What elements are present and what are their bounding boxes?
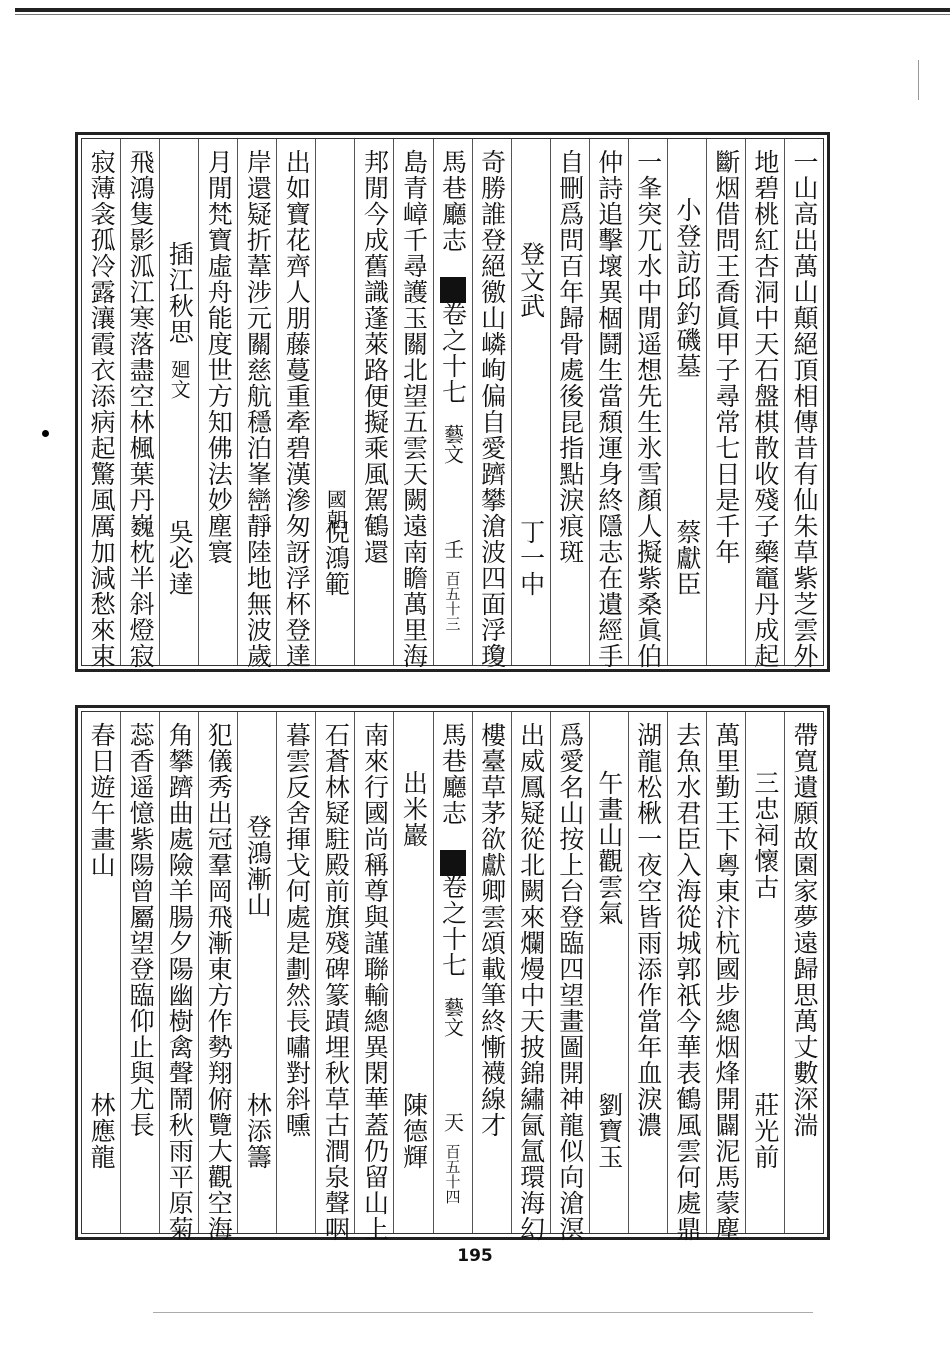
top-page-inner-border [81,138,824,669]
poem-title: 春日遊午畫山 [87,722,117,878]
poem-line: 邦閒今成舊識蓬萊路便擬乘風駕鶴還 [360,149,390,565]
poem-line: 暮雲反舍揮戈何處是劃然長嘯對斜曛 [282,722,312,1138]
poem-line: 蕊香遥憶紫陽曾屬望登臨仰止與尤長 [126,722,156,1138]
bottom-column [472,712,511,1233]
poem-line: 樓臺草茅欲獻卿雲頌載筆終慚襪線才 [477,722,507,1138]
poem-line: 去魚水君臣入海從城郭祇今華表鶴風雲何處鼎 [672,722,702,1242]
top-column [706,139,745,665]
bottom-column [120,712,159,1233]
poem-title: 登文武 [516,241,546,319]
poem-line: 自刪爲問百年歸骨處後昆指點淚痕斑 [555,149,585,565]
juan-number: 卷之十七 [438,301,468,405]
poem-title: 出米巖 [399,770,429,848]
poem-title: 登鴻漸山 [243,814,273,918]
top-column [472,139,511,669]
bottom-column [198,712,237,1242]
top-page-columns [82,139,823,669]
top-rule [15,8,950,12]
top-column [745,139,784,669]
juan-number: 卷之十七 [438,874,468,978]
bottom-page-frame [75,705,830,1240]
fish-tail-mark [440,850,466,876]
folio-mark: 天 [440,1112,465,1132]
fish-tail-mark [440,277,466,303]
top-column [315,139,354,665]
bottom-column [667,712,706,1242]
bottom-column [82,712,120,1233]
folio-mark: 壬 [440,539,465,559]
bottom-column [511,712,550,1242]
top-column [159,139,198,665]
top-column [667,139,706,665]
poem-line: 爲愛名山按上台登臨四望畫圖開神龍似向滄溟 [555,722,585,1242]
poem-line: 石蒼林疑駐殿前旗殘碑篆蹟埋秋草古澗泉聲咽 [321,722,351,1242]
bottom-column [550,712,589,1242]
author-name: 林應龍 [87,1092,117,1170]
top-column [550,139,589,665]
top-column [511,139,550,665]
poem-title: 插江秋思 [165,241,195,345]
poem-line: 湖龍松楸一夜空皆雨添作當年血淚濃 [633,722,663,1138]
bottom-column [628,712,667,1233]
top-column [433,139,472,665]
top-column [784,139,823,669]
bottom-column [745,712,784,1233]
author-name: 劉寶玉 [594,1092,624,1170]
bottom-column [276,712,315,1233]
bottom-column [393,712,432,1233]
poem-line: 萬里勤王下粵東汴杭國步總烟烽開闢泥馬蒙塵 [711,722,741,1242]
author-name: 莊光前 [750,1092,780,1170]
bottom-column [354,712,393,1242]
top-column [393,139,432,669]
top-column [354,139,393,665]
poem-line: 出威鳳疑從北闕來爛熳中天披錦繡氤氲環海幻 [516,722,546,1242]
poem-line: 仲詩追擊壞異棝鬪生當頹運身終隱志在遺經手 [594,149,624,669]
top-page-frame [75,132,830,672]
poem-line: 斷烟借問王喬眞甲子尋常七日是千年 [711,149,741,565]
author-name: 倪鴻範 [321,519,351,597]
poem-title: 三忠祠懷古 [750,770,780,900]
poem-line: 月閒梵寶虛舟能度世方知佛法妙塵寰 [204,149,234,565]
bottom-column [784,712,823,1233]
author-name: 吳必達 [165,519,195,597]
folio-number: 百五十四 [443,1144,462,1204]
poem-line: 島青嶂千尋護玉關北望五雲天闕遠南瞻萬里海 [399,149,429,669]
poem-line: 岸還疑折葦涉元關慈航穩泊峯巒靜陸地無波歲 [243,149,273,669]
author-name: 林添籌 [243,1092,273,1170]
poem-line: 角攀躋曲處險羊腸夕陽幽樹禽聲鬧秋雨平原菊 [165,722,195,1242]
top-column [276,139,315,669]
poem-title: 午畫山觀雲氣 [594,770,624,926]
bottom-page-inner-border [81,711,824,1242]
binding-hole-dot [42,430,49,437]
poem-line: 奇勝誰登絕徼山嶙峋偏自愛躋攀滄波四面浮瓊 [477,149,507,669]
author-name: 陳德輝 [399,1092,429,1170]
top-column [198,139,237,665]
bottom-column [706,712,745,1242]
bottom-column [315,712,354,1242]
page-number: 195 [457,1246,493,1266]
poem-title: 小登訪邱釣磯墓 [672,197,702,379]
poem-line: 一山高出萬山顛絕頂相傳昔有仙朱草紫芝雲外 [789,149,819,669]
running-title: 馬巷廳志 [438,149,468,253]
bottom-column [589,712,628,1233]
poem-line: 飛鴻隻影泒江寒落盡空林楓葉丹巍枕半斜燈寂 [126,149,156,669]
margin-mark [918,60,919,100]
bottom-column [237,712,276,1233]
poem-line: 犯儀秀出冠羣岡飛漸東方作勢翔俯覽大觀空海 [204,722,234,1242]
top-column [237,139,276,669]
top-column [82,139,120,669]
top-column [628,139,667,669]
poem-line: 帶寬遺願故園家夢遠歸思萬丈數深湍 [789,722,819,1138]
section-label: 藝文 [440,997,465,1037]
author-name: 丁一中 [516,519,546,597]
folio-number: 百五十三 [443,571,462,631]
poem-line: 出如寶花齊人朋藤蔓重牽碧漢滲匆訝浮杯登達 [282,149,312,669]
poem-line: 地碧桃紅杏洞中天石盤棋散收殘子藥竈丹成起 [750,149,780,669]
bottom-column [159,712,198,1242]
poem-line: 寂薄衾孤冷露瀼霞衣添病起驚風厲加減愁來束 [87,149,117,669]
top-column [120,139,159,669]
bottom-faint-rule [153,1312,813,1313]
bottom-column [433,712,472,1233]
top-column [589,139,628,669]
bottom-page-columns [82,712,823,1242]
top-rule-thin [15,14,950,15]
poem-line: 南來行國尚稱尊與謹聯輸總異閑華蓋仍留山上 [360,722,390,1242]
section-label: 藝文 [440,424,465,464]
author-name: 蔡獻臣 [672,519,702,597]
poem-line: 一夆突兀水中閒遥想先生氷雪顏人擬紫桑眞伯 [633,149,663,669]
poem-note: 廻文 [167,359,192,399]
running-title: 馬巷廳志 [438,722,468,826]
dynasty-label: 國朝 [323,489,348,529]
